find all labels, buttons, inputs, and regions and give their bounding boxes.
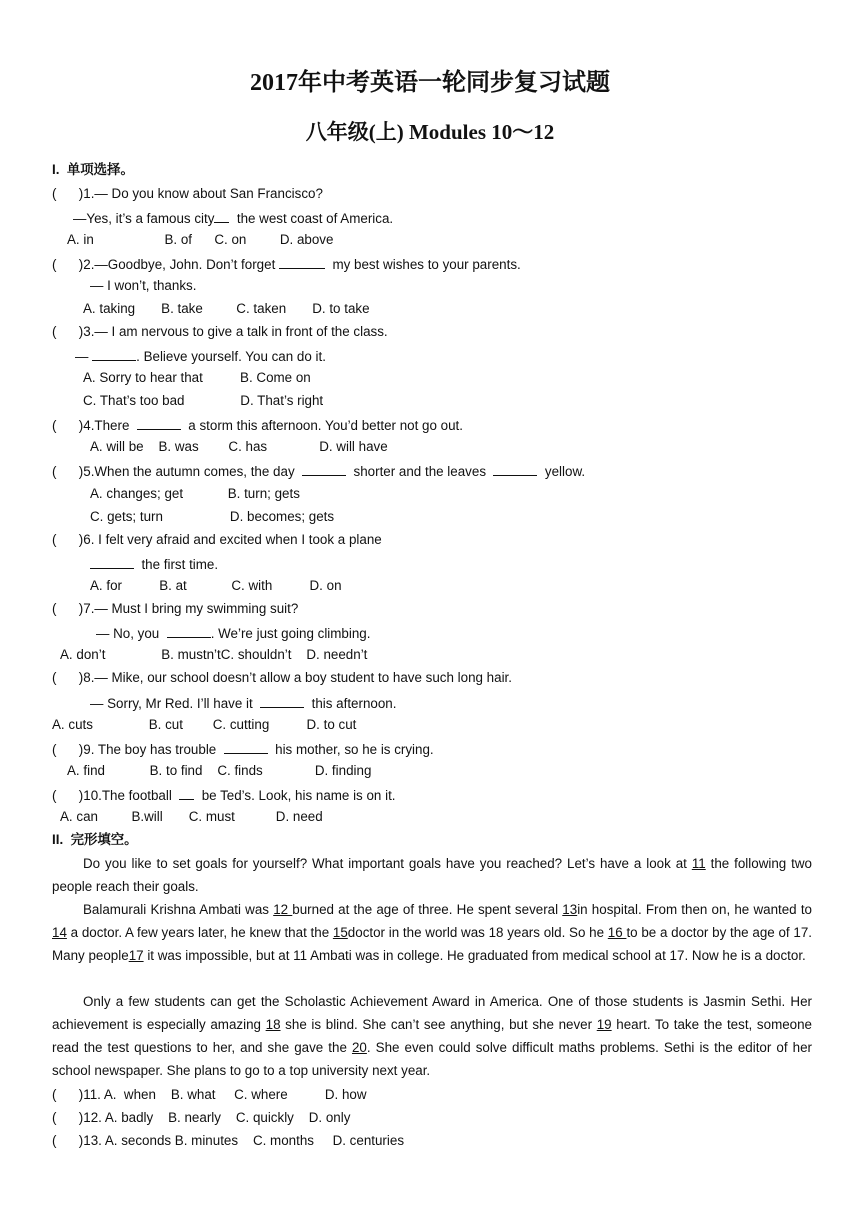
section1-heading: I. 单项选择。 bbox=[52, 162, 134, 177]
q5-options-1: A. changes; get B. turn; gets bbox=[90, 486, 300, 501]
q3-options-1: A. Sorry to hear that B. Come on bbox=[83, 370, 311, 385]
blank bbox=[90, 555, 134, 569]
q4-question: ( )4.There a storm this afternoon. You’d better not go out. bbox=[52, 418, 463, 433]
blank-number: 13 bbox=[562, 902, 578, 917]
blank bbox=[224, 740, 268, 754]
blank bbox=[137, 416, 181, 430]
q13-options: ( )13. A. seconds B. minutes C. months D. centuries bbox=[52, 1133, 405, 1148]
q6-options: A. for B. at C. with D. on bbox=[90, 578, 342, 593]
cloze-paragraph-2: Balamurali Krishna Ambati was 12 burned at the age of three. He spent several 13in hospital. From then on, he wanted to 14 a doctor. A few years later, he knew that the 15doctor in the world was 18 years old. So he 16 to be a doctor by the age of 17. Many people17 it was impossible, but at 11 Ambati was in college. He graduated from medical school at 17. Now he is a doctor. bbox=[52, 902, 812, 964]
blank-number: 20 bbox=[351, 1040, 367, 1056]
q3-question: ( )3.— I am nervous to give a talk in front of the class. bbox=[52, 324, 388, 339]
q1-question: ( )1.— Do you know about San Francisco? bbox=[52, 186, 323, 201]
page-title: 2017年中考英语一轮同步复习试题 bbox=[250, 70, 610, 96]
blank bbox=[92, 347, 136, 361]
q7-question: ( )7.— Must I bring my swimming suit? bbox=[52, 601, 299, 616]
cloze-paragraph-3: Only a few students can get the Scholastic Achievement Award in America. One of those students is Jasmin Sethi. Her achievement is especially amazing 18 she is blind. She can’t see anything, but she never 19 heart. To take the test, someone read the test questions to her, and she gave the 20. She even could solve difficult maths problems. Sethi is the editor of her school newspaper. She plans to go to a top university next year. bbox=[52, 994, 813, 1079]
q5-question: ( )5.When the autumn comes, the day shorter and the leaves yellow. bbox=[52, 464, 586, 479]
q8-answer: — Sorry, Mr Red. I’ll have it this afternoon. bbox=[90, 696, 397, 711]
blank bbox=[167, 624, 211, 638]
blank bbox=[179, 786, 194, 800]
blank bbox=[302, 462, 346, 476]
blank-number: 15 bbox=[332, 925, 348, 941]
cloze-paragraph-1: Do you like to set goals for yourself? What important goals have you reached? Let’s have a look at 11 the following two people reach their goals. bbox=[52, 856, 812, 895]
blank-number: 14 bbox=[52, 925, 67, 941]
q10-options: A. can B.will C. must D. need bbox=[60, 809, 323, 824]
blank bbox=[279, 255, 325, 269]
q5-options-2: C. gets; turn D. becomes; gets bbox=[90, 509, 335, 524]
q9-options: A. find B. to find C. finds D. finding bbox=[67, 763, 372, 778]
blank-number: 16 bbox=[607, 925, 627, 941]
q7-options: A. don’t B. mustn’tC. shouldn’t D. needn’t bbox=[60, 647, 368, 662]
blank-number: 18 bbox=[265, 1017, 281, 1033]
q9-question: ( )9. The boy has trouble his mother, so he is crying. bbox=[52, 742, 434, 757]
q10-question: ( )10.The football be Ted’s. Look, his name is on it. bbox=[52, 788, 396, 803]
blank-number: 12 bbox=[273, 902, 293, 917]
blank-number: 17 bbox=[128, 948, 144, 964]
q7-answer: — No, you . We’re just going climbing. bbox=[96, 626, 371, 641]
q1-answer: —Yes, it’s a famous city the west coast of America. bbox=[73, 211, 394, 226]
blank bbox=[493, 462, 537, 476]
q2-question: ( )2.—Goodbye, John. Don’t forget my best wishes to your parents. bbox=[52, 257, 521, 272]
q8-question: ( )8.— Mike, our school doesn’t allow a boy student to have such long hair. bbox=[52, 670, 512, 685]
q1-options: A. in B. of C. on D. above bbox=[67, 232, 334, 247]
blank-number: 19 bbox=[596, 1017, 612, 1033]
blank bbox=[260, 694, 304, 708]
q4-options: A. will be B. was C. has D. will have bbox=[90, 439, 388, 454]
q2-options: A. taking B. take C. taken D. to take bbox=[83, 301, 370, 316]
q11-options: ( )11. A. when B. what C. where D. how bbox=[52, 1087, 367, 1102]
section2-heading: II. 完形填空。 bbox=[52, 832, 138, 847]
q3-answer: — . Believe yourself. You can do it. bbox=[75, 349, 326, 364]
q2-answer: — I won’t, thanks. bbox=[90, 278, 197, 293]
q12-options: ( )12. A. badly B. nearly C. quickly D. only bbox=[52, 1110, 351, 1125]
q6-question: ( )6. I felt very afraid and excited when I took a plane bbox=[52, 532, 382, 547]
q6-continuation: the first time. bbox=[90, 555, 218, 573]
blank bbox=[214, 209, 229, 223]
blank-number: 11 bbox=[691, 856, 706, 871]
q3-options-2: C. That’s too bad D. That’s right bbox=[83, 393, 324, 408]
page-subtitle: 八年级(上) Modules 10～12 bbox=[305, 120, 555, 144]
q8-options: A. cuts B. cut C. cutting D. to cut bbox=[52, 717, 357, 732]
